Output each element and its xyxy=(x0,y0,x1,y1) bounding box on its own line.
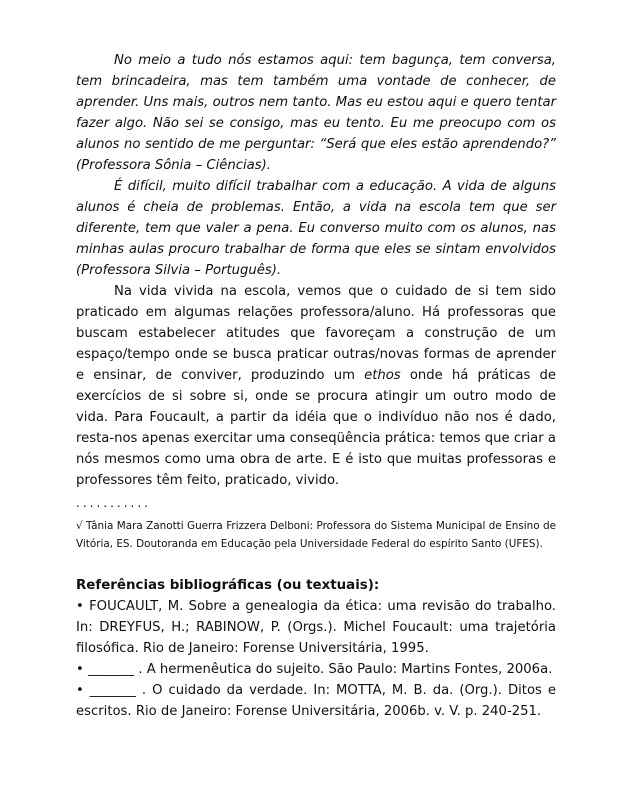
references-heading: Referências bibliográficas (ou textuais): xyxy=(76,578,380,593)
author-footnote: √ Tânia Mara Zanotti Guerra Frizzera Delboni: Professora do Sistema Municipal de Ensino de Vitória, ES. Doutoranda em Educação pela Universidade Federal do espírito Santo (UFES). xyxy=(76,520,556,550)
body-text-part-1: Na vida vivida na escola, vemos que o cuidado de si tem sido praticado em algumas relações professora/aluno. Há professoras que buscam estabelecer atitudes que favoreçam a construção de um espaço/tempo onde se busca praticar outras/novas formas de aprender e ensinar, de conviver, produzindo um xyxy=(76,284,556,383)
footnote-separator: ........... xyxy=(76,496,151,510)
ethos-term: ethos xyxy=(364,368,401,383)
body-paragraph xyxy=(76,281,556,491)
body-text-part-2: onde há práticas de exercícios de si sobre si, onde se procura atingir um outro modo de vida. Para Foucault, a partir da idéia que o indivíduo não nos é dado, resta-nos apenas exercitar uma conseqüência prática: temos que criar a nós mesmos como uma obra de arte. E é isto que muitas professoras e professores têm feito, praticado, vivido. xyxy=(76,368,557,488)
reference-item: • _______ . A hermenêutica do sujeito. São Paulo: Martins Fontes, 2006a. xyxy=(76,662,553,677)
quote-professora-silvia: É difícil, muito difícil trabalhar com a educação. A vida de alguns alunos é cheia de problemas. Então, a vida na escola tem que ser diferente, tem que valer a pena. Eu converso muito com os alunos, nas minhas aulas procuro trabalhar de forma que eles se sintam envolvidos (Professora Silvia – Português). xyxy=(76,179,556,278)
reference-item: • _______ . O cuidado da verdade. In: MOTTA, M. B. da. (Org.). Ditos e escritos. Rio de Janeiro: Forense Universitária, 2006b. v. V. p. 240-251. xyxy=(76,683,556,719)
quote-professora-sonia: No meio a tudo nós estamos aqui: tem bagunça, tem conversa, tem brincadeira, mas tem também uma vontade de conhecer, de aprender. Uns mais, outros nem tanto. Mas eu estou aqui e quero tentar fazer algo. Não sei se consigo, mas eu tento. Eu me preocupo com os alunos no sentido de me perguntar: “Será que eles estão aprendendo?” (Professora Sônia – Ciências). xyxy=(76,53,556,173)
reference-item: • FOUCAULT, M. Sobre a genealogia da ética: uma revisão do trabalho. In: DREYFUS, H.; RABINOW, P. (Orgs.). Michel Foucault: uma trajetória filosófica. Rio de Janeiro: Forense Universitária, 1995. xyxy=(76,599,556,656)
